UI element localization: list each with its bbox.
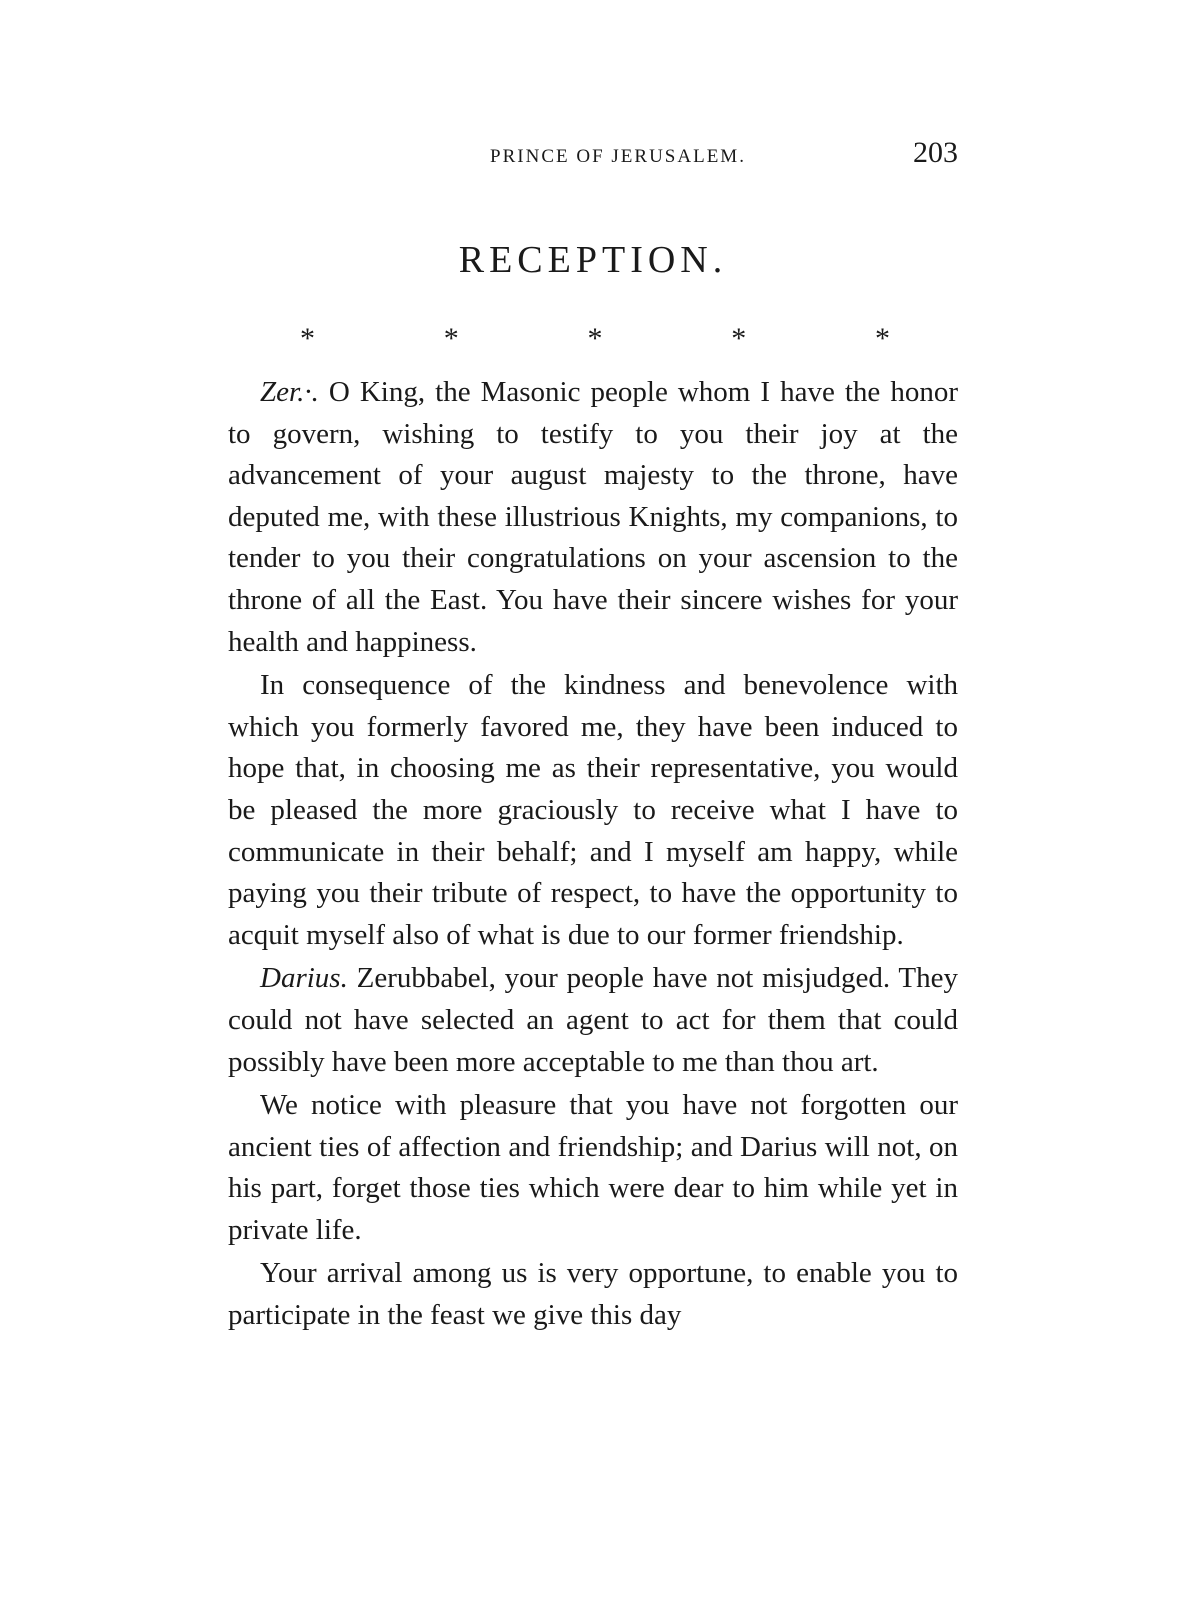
paragraph [228, 958, 958, 1083]
paragraph [228, 1253, 958, 1336]
speaker-name: Zer.·. [260, 376, 319, 408]
speaker-name: Darius. [260, 962, 348, 995]
paragraph-text: O King, the Masonic people whom I have the honor to govern, wishing to testify to you their joy at the advancement of your august majesty to the throne, have deputed me, with these illustrious Knights, my companions, to tender to you their congratulations on your ascension to the throne of all the East. You have their sincere wishes for your health and happiness. [228, 376, 958, 658]
asterisk-separator [300, 322, 890, 356]
asterisk: * [875, 322, 890, 355]
paragraph [228, 1085, 958, 1251]
paragraph-text: In consequence of the kindness and benevolence with which you formerly favored me, they have been induced to hope that, in choosing me as their representative, you would be pleased the more graciously to receive what I have to communicate in their behalf; and I myself am happy, while paying you their tribute of respect, to have the opportunity to acquit myself also of what is due to our former friendship. [228, 669, 958, 951]
paragraph-text: Your arrival among us is very opportune, to enable you to participate in the feast we give this day [228, 1257, 958, 1332]
section-heading: RECEPTION. [458, 239, 728, 281]
asterisk: * [300, 322, 315, 355]
body-text [228, 372, 958, 1339]
asterisk: * [731, 322, 747, 355]
paragraph [228, 372, 958, 663]
asterisk: * [443, 322, 459, 355]
running-title: PRINCE OF JERUSALEM. [490, 146, 746, 167]
asterisk: * [587, 322, 603, 355]
running-head [228, 136, 958, 176]
paragraph-text: Zerubbabel, your people have not misjudged. They could not have selected an agent to act for them that could possibly have been more acceptable to me than thou art. [228, 962, 958, 1078]
paragraph-text: We notice with pleasure that you have not forgotten our ancient ties of affection and friendship; and Darius will not, on his part, forget those ties which were dear to him while yet in private life. [228, 1089, 958, 1246]
page-number: 203 [913, 136, 958, 169]
paragraph [228, 665, 958, 956]
